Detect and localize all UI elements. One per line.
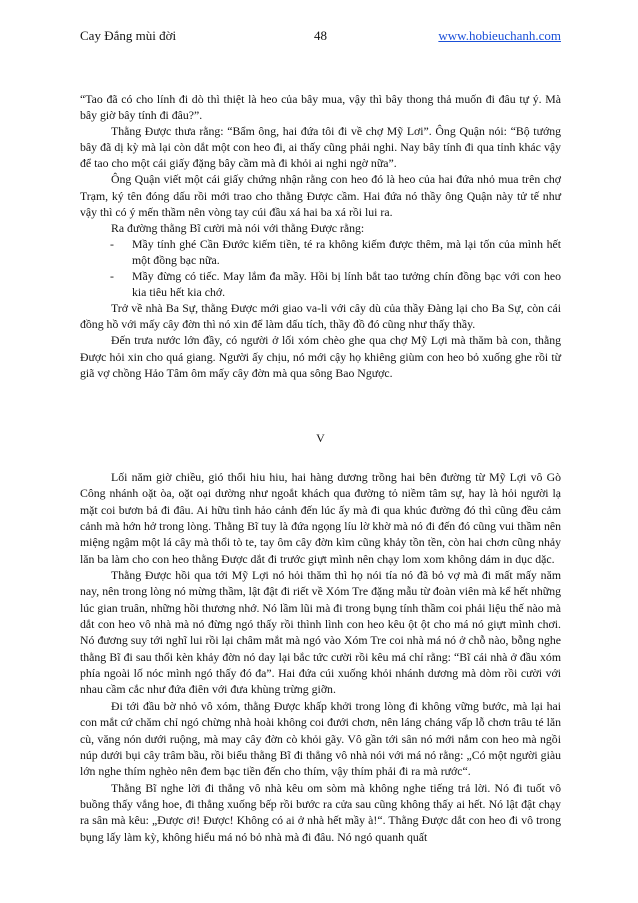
dialogue-dash: - bbox=[110, 236, 114, 251]
page-number: 48 bbox=[314, 28, 327, 43]
dialogue-dash: - bbox=[110, 269, 114, 284]
dialogue-line bbox=[80, 236, 561, 268]
text-block-section bbox=[80, 469, 561, 845]
paragraph: Thằng Được hồi qua tới Mỹ Lợi nó hỏi thăm thì họ nói tía nó đã bỏ vợ mà đi mất mấy năm nay, nên trong lòng nó mừng thầm, lật đật đi riết về Xóm Tre đặng mẫu từ đoàn viên mà kể hết những lúc gian truân, những hồi thương nhớ. Nó lầm lũi mà đi trong bụng tính thầm coi phải liệu thế nào mà dắt con heo vô nhà mà nó đừng ngó thấy rồi thình lình con heo kêu ột ột cho má nó giựt mình chơi. Nó đương suy tới nghĩ lui rồi lại châm mắt mà ngó vào Xóm Tre coi nhà má nó ở chỗ nào, bỗng nghe thằng Bĩ đi sau thổi kèn khảy đờn nó day lại bắc tức cười rồi kêu má chỉ rằng: “Bĩ cái nhà ở đầu xóm phía ngoài lố nóc mình ngó thấy đó đa”. Hai đứa cúi xuống khỏi nhánh dương mà dòm rồi cười với nhau cầm cắc như đứa điên với đưa khùng trừng giỡn. bbox=[80, 568, 561, 697]
dialogue-text: Mầy đừng có tiếc. May lắm đa mầy. Hồi bị lính bắt tao tưởng chín đồng bạc với con heo kia tiêu hết kia chớ. bbox=[132, 269, 561, 300]
paragraph: Đi tới đầu bờ nhỏ vô xóm, thằng Được khấp khởi trong lòng đi không vững bước, mà lại hai con mắt cứ chăm chỉ ngó chừng nhà hoài không coi đưới chơn, nên láng cháng vấp lỗ chơn trâu té lăn cù, văng nón dưới ruộng, mà may cây đờn cò khỏi gãy. Vô gần tới sân nó mới nắm con heo mà ngồi núp dưới bụi cây trâm bầu, rồi biểu thằng Bĩ đi thẳng vô nhà nói với má nó rằng: „Có một người giàu lớn nghe thím nghèo nên đem bạc tiền đến cho thím, vậy thím phải đi ra mà rước“. bbox=[80, 698, 561, 779]
paragraph: Thằng Được thưa rằng: “Bẩm ông, hai đứa tôi đi về chợ Mỹ Lơi”. Ông Quận nói: “Bộ tướng bây đã dị kỳ mà lại còn dắt một con heo đi, ai thấy cũng phải nghi. Nay bây tính đi qua tỉnh khác vậy để tao cho một cái giấy đặng bây cầm mà đi khỏi ai nghi ngờ nữa”. bbox=[80, 124, 561, 171]
paragraph: Đến trưa nước lớn đầy, có người ở lối xóm chèo ghe qua chợ Mỹ Lợi mà thăm bà con, thằng Được hỏi xin cho quá giang. Người ấy chịu, nó mới cậy họ khiêng giùm con heo bỏ xuống ghe rồi từ giã vợ chồng Hảo Tâm ôm mấy cây đờn mà qua sông Bao Ngược. bbox=[80, 333, 561, 380]
dialogue-text: Mầy tính ghé Cần Đước kiếm tiền, té ra không kiếm được thêm, mà lại tốn của mình hết một đồng bạc nữa. bbox=[132, 236, 561, 267]
paragraph: Lối năm giờ chiều, gió thổi hiu hiu, hai hàng dương trồng hai bên đường từ Mỹ Lợi vô Gò Công nhánh oặt òa, oặt oại dường như ngoắt khách qua đường tỏ niềm tâm sự, hay là hỏi người lạ mặt coi bươn bả đi đâu. Ai hữu tình hảo cảnh đến lúc ấy mà đi qua khúc đường đó thì cũng đều cảm cảnh mà hớn hở trong lòng. Thằng Bĩ tuy là đứa ngọng líu lờ khờ mà nó đi đến đó cũng vui thầm nên miệng ngậm một lá cây mà thổi tò te, tay ôm cây đờn kìm cũng khảy tồn tền, còn hai chơn cũng nhảy lăn ba làm cho con heo thằng Được dắt đi trước giựt mình nên chạy lom xom không dám in dục dặc. bbox=[80, 470, 561, 566]
paragraph: “Tao đã có cho lính đi dò thì thiệt là heo của bây mua, vậy thì bây thong thả muốn đi đâu tự ý. Mà bây giờ bây tính đi đâu?”. bbox=[80, 92, 561, 123]
paragraph: Ra đường thằng Bĩ cười mà nói với thằng Được rằng: bbox=[111, 220, 365, 235]
text-block-top bbox=[80, 91, 561, 381]
dialogue-line bbox=[80, 268, 561, 300]
section-heading: V bbox=[316, 431, 325, 445]
page-header bbox=[80, 28, 561, 44]
paragraph: Trở về nhà Ba Sự, thằng Được mới giao va-li với cây dù của thầy Đàng lại cho Ba Sự, còn cái đồng hồ với mấy cây đờn thì nó xin để làm dấu tích, thầy đồ đó cũng như thấy thầy. bbox=[80, 301, 561, 332]
website-link[interactable]: www.hobieuchanh.com bbox=[438, 28, 561, 43]
book-title: Cay Đắng mùi đời bbox=[80, 28, 177, 43]
paragraph: Ông Quận viết một cái giấy chứng nhận rằng con heo đó là heo của hai đứa nhỏ mua trên chợ Trạm, ký tên đóng dấu rồi mới trao cho thằng Được cầm. Hai đứa nó thầy ông Quận này tử tế như vậy thì có ý mến thầm nên vòng tay cúi đầu xá hai ba xá rồi lui ra. bbox=[80, 172, 561, 219]
paragraph: Thằng Bĩ nghe lời đi thẳng vô nhà kêu om sòm mà không nghe tiếng trả lời. Nó đi tuốt vô buồng thấy vắng hoe, đi thẳng xuống bếp rồi bước ra cửa sau cũng không thấy ai hết. Nó lật đật chạy ra sân mà kêu: „Được ơi! Được! Không có ai ở nhà hết mầy à!“. Thằng Được dắt con heo đi vô trong bụng lấy làm kỳ, không hiểu má nó bỏ nhà mà đi đâu. Nó ngó quanh quất bbox=[80, 780, 561, 844]
